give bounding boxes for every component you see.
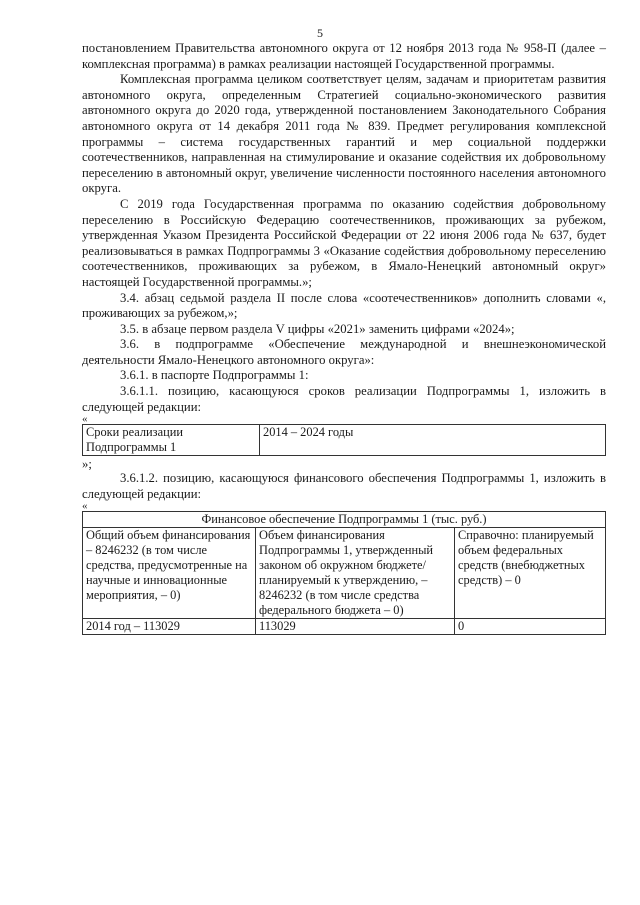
amount-cell: 113029 <box>256 619 455 635</box>
paragraph-3-4: 3.4. абзац седьмой раздела II после слова «соотечественников» дополнить словами «, проживающих за рубежом,»; <box>82 290 606 321</box>
financing-approved: Объем финансирования Подпрограммы 1, утвержденный законом об окружном бюджете/ планируемый к утверждению, – 8246232 (в том числе средства федерального бюджета – 0) <box>256 528 455 619</box>
paragraph-3-6-1-2: 3.6.1.2. позицию, касающуюся финансового обеспечения Подпрограммы 1, изложить в следующей редакции: <box>82 471 606 501</box>
quote-open-2: « <box>82 500 88 513</box>
table-row <box>83 619 606 635</box>
table-financing <box>82 511 606 635</box>
paragraph-complex-program: Комплексная программа целиком соответствует целям, задачам и приоритетам развития автономного округа, определенным Стратегией социально-экономического развития автономного округа до 2020 года, утвержденной постановлением Законодательного Собрания автономного округа от 14 декабря 2011 года № 839. Предмет регулирования комплексной программы – система государственных гарантий и мер социальной поддержки соотечественников, направленная на стимулирование и оказание содействия их добровольному переселению в автономный округ, увеличение численности постоянного населения автономного округа. <box>82 72 606 196</box>
page-number: 5 <box>317 26 323 40</box>
paragraph-3-6: 3.6. в подпрограмме «Обеспечение международной и внешнеэкономической деятельности Ямало-Ненецкого автономного округа»: <box>82 337 606 367</box>
terms-value: 2014 – 2024 годы <box>260 425 606 456</box>
paragraph-2019: С 2019 года Государственная программа по оказанию содействия добровольному переселению в Российскую Федерацию соотечественников, проживающих за рубежом, утвержденная Указом Президента Российской Федерации от 22 июня 2006 года № 637, будет реализовываться в рамках Подпрограммы 3 «Оказание содействия добровольному переселению соотечественников, проживающих за рубежом, в Ямало-Ненецкий автономный округ» настоящей Государственной программы.»; <box>82 196 606 289</box>
table-row <box>83 528 606 619</box>
paragraph-continuation: постановлением Правительства автономного округа от 12 ноября 2013 года № 958-П (далее – комплексная программа) в рамках реализации настоящей Государственной программы. <box>82 41 606 71</box>
table-terms <box>82 424 606 456</box>
financing-total: Общий объем финансирования – 8246232 (в том числе средства, предусмотренные на научные и инновационные мероприятия, – 0) <box>83 528 256 619</box>
paragraph-3-6-1-1: 3.6.1.1. позицию, касающуюся сроков реализации Подпрограммы 1, изложить в следующей редакции: <box>82 384 606 414</box>
table-row <box>83 425 606 456</box>
quote-open: « <box>82 413 88 426</box>
table-header-row <box>83 512 606 528</box>
terms-label: Сроки реализации Подпрограммы 1 <box>83 425 260 456</box>
paragraph-3-5: 3.5. в абзаце первом раздела V цифры «2021» заменить цифрами «2024»; <box>120 321 515 336</box>
quote-close: »; <box>82 457 92 472</box>
paragraph-3-6-1: 3.6.1. в паспорте Подпрограммы 1: <box>120 368 309 383</box>
financing-reference: Справочно: планируемый объем федеральных средств (внебюджетных средств) – 0 <box>455 528 606 619</box>
reference-cell: 0 <box>455 619 606 635</box>
financing-header: Финансовое обеспечение Подпрограммы 1 (тыс. руб.) <box>83 512 606 528</box>
document-body <box>82 41 606 635</box>
year-cell: 2014 год – 113029 <box>83 619 256 635</box>
